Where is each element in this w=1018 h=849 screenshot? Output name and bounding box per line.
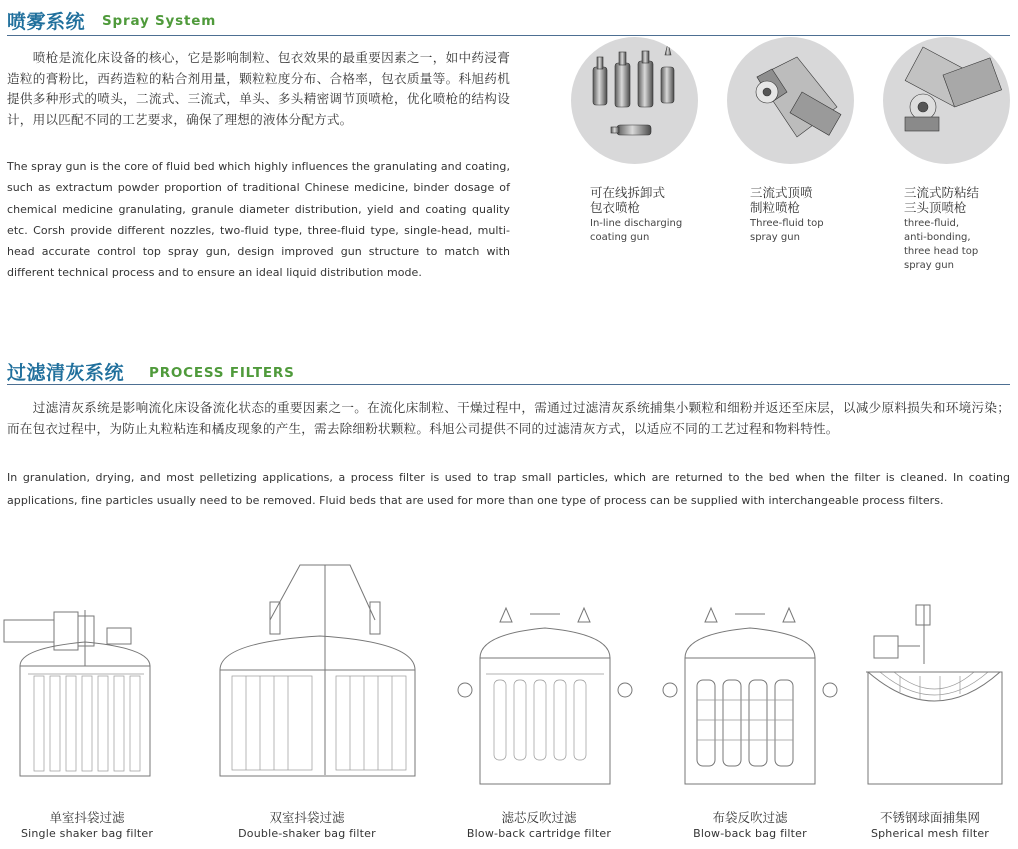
filter-caption-2: [207, 810, 407, 841]
three-head-spray-gun-image: [883, 37, 1010, 164]
gun-caption-1-en: In-line discharging coating gun: [590, 218, 683, 243]
filter-caption-1-en: Single shaker bag filter: [20, 827, 154, 840]
filter-caption-3-cn: 滤芯反吹过滤: [501, 810, 577, 825]
gun-caption-2-en: Three-fluid top spray gun: [750, 218, 824, 243]
filter-caption-1-cn: 单室抖袋过滤: [49, 810, 125, 825]
spray-section-title-cn: 喷雾系统: [7, 11, 86, 33]
blow-back-cartridge-filter-drawing: [450, 600, 635, 790]
gun-caption-1-cn: 可在线拆卸式 包衣喷枪: [590, 185, 666, 215]
filter-caption-3: [439, 810, 639, 841]
inline-discharging-gun-image: [571, 37, 698, 164]
double-shaker-bag-filter-drawing: [210, 560, 420, 790]
blow-back-bag-filter-drawing: [655, 600, 840, 790]
filter-caption-1: [0, 810, 187, 841]
filter-caption-4-cn: 布袋反吹过滤: [712, 810, 788, 825]
gun-caption-3-cn: 三流式防粘结 三头顶喷枪: [904, 185, 980, 215]
filters-section-title-cn: 过滤清灰系统: [7, 362, 125, 384]
gun-caption-3-en: three-fluid, anti-bonding, three head top spray gun: [904, 218, 979, 271]
filters-section-divider: [7, 384, 1010, 385]
filter-caption-5: [830, 810, 1018, 841]
spray-section-title-en: Spray System: [102, 13, 217, 29]
filter-caption-4-en: Blow-back bag filter: [693, 827, 807, 840]
filter-caption-3-en: Blow-back cartridge filter: [466, 827, 612, 840]
filter-caption-5-cn: 不锈钢球面捕集网: [879, 810, 980, 825]
filters-section-title-en: PROCESS FILTERS: [149, 365, 295, 381]
filters-paragraph-cn: 过滤清灰系统是影响流化床设备流化状态的重要因素之一。在流化床制粒、干燥过程中，需通过过滤清灰系统捕集小颗粒和细粉并返还至床层，以减少原料损失和环境污染；而在包衣过程中，为防止丸粒粘连和橘皮现象的产生，需去除细粉状颗粒。科旭公司提供不同的过滤清灰方式，以适应不同的工艺过程和物料特性。: [7, 400, 1010, 436]
spherical-mesh-filter-drawing: [860, 600, 1010, 790]
gun-caption-3: [904, 185, 979, 273]
spray-paragraph-cn: 喷枪是流化床设备的核心，它是影响制粒、包衣效果的最重要因素之一，如中药浸膏造粒的膏粉比，西药造粒的粘合剂用量，颗粒粒度分布、合格率，包衣质量等。科旭药机提供多种形式的喷头，二流式、三流式，单头、多头精密调节顶喷枪，优化喷枪的结构设计，用以匹配不同的工艺要求，确保了理想的液体分配方式。: [7, 50, 510, 127]
gun-caption-2: [750, 185, 824, 245]
single-shaker-bag-filter-drawing: [0, 590, 170, 790]
filter-caption-2-en: Double-shaker bag filter: [238, 827, 376, 840]
filter-caption-5-en: Spherical mesh filter: [870, 827, 990, 840]
spray-section-divider: [7, 35, 1010, 36]
spray-paragraph-en: The spray gun is the core of fluid bed which highly influences the granulating and coating, such as extractum powder proportion of traditional Chinese medicine, binder dosage of chemical medicine granulating, granule diameter distribution, yield and coating quality etc. Corsh provide different nozzles, two-fluid type, three-fluid type, single-head, multi-head accurate control top spray gun, design improved gun structure to match with different technical process and to ensure an ideal liquid distribution mode.: [7, 160, 511, 280]
filter-caption-2-cn: 双室抖袋过滤: [269, 810, 345, 825]
filter-caption-4: [650, 810, 850, 841]
filters-paragraph-en: In granulation, drying, and most pelletizing applications, a process filter is used to trap small particles, which are returned to the bed when the filter is cleaned. In coating applications, fine particles usually need to be removed. Fluid beds that are used for more than one type of process can be supplied with interchangeable process filters.: [7, 471, 1010, 507]
three-fluid-top-spray-gun-image: [727, 37, 854, 164]
gun-caption-1: [590, 185, 682, 245]
gun-caption-2-cn: 三流式顶喷 制粒喷枪: [750, 185, 813, 215]
